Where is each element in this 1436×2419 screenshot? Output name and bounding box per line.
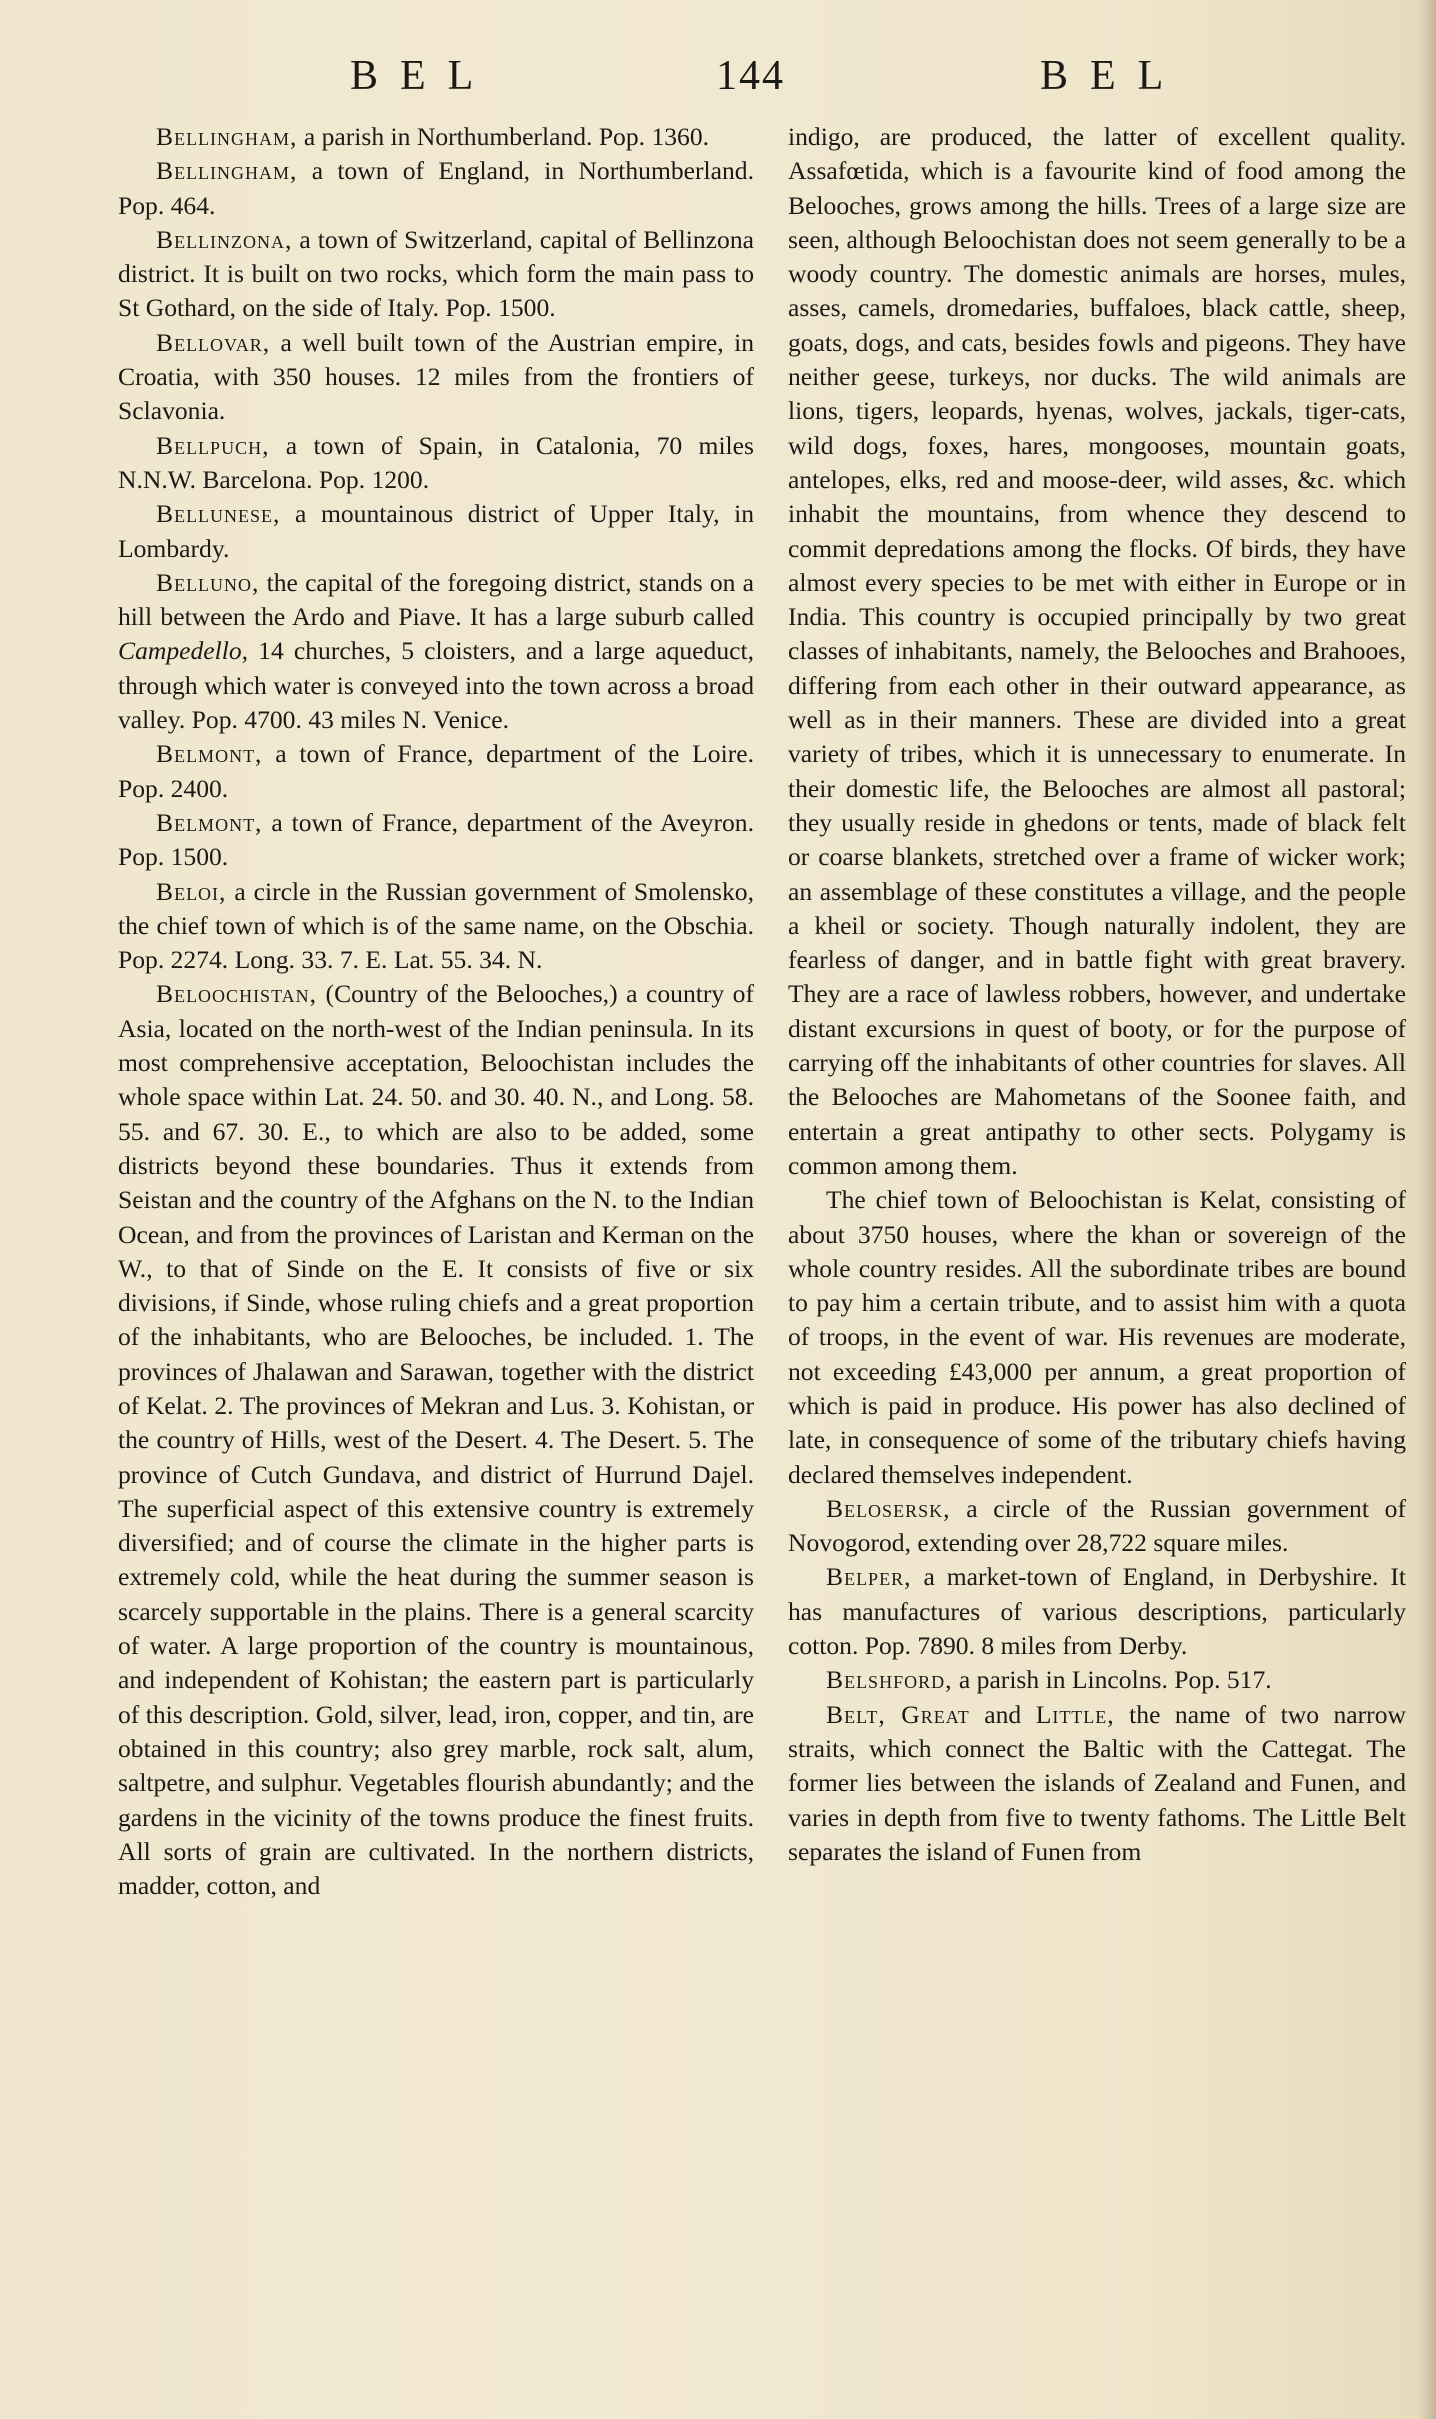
entry-belshford	[788, 1663, 1406, 1697]
entry-beloochistan	[118, 977, 754, 1903]
entry-headword: Beloochistan,	[156, 979, 318, 1009]
entry-text: a circle in the Russian government of Smolensko, the chief town of which is of the same name, on the Obschia. Pop. 2274. Long. 33. 7. E. Lat. 55. 34. N.	[118, 876, 754, 975]
entry-text: the capital of the foregoing district, stands on a hill between the Ardo and Piave. It has a large suburb called	[118, 567, 754, 632]
entry-bellpuch	[118, 429, 754, 498]
entry-text: a mountainous district of Upper Italy, in Lombardy.	[118, 499, 754, 563]
entry-bellingham-parish	[118, 120, 754, 154]
entry-text: a town of England, in Northumberland. Pop. 464.	[118, 156, 754, 220]
entry-headword: Bellpuch,	[156, 430, 270, 460]
entry-text: a parish in Lincolns. Pop. 517.	[952, 1665, 1272, 1695]
left-column	[118, 120, 754, 2400]
entry-text: indigo, are produced, the latter of excellent quality. Assafœtida, which is a favourite kind of food among the Belooches, grows among the hills. Trees of a large size are seen, although Beloochistan does not seem generally to be a woody country. The domestic animals are horses, mules, asses, camels, dromedaries, buffaloes, black cattle, sheep, goats, dogs, and cats, besides fowls and pigeons. They have neither geese, turkeys, nor ducks. The wild animals are lions, tigers, leopards, hyenas, wolves, jackals, tiger-cats, wild dogs, foxes, hares, mongooses, mountain goats, antelopes, elks, red and moose-deer, wild asses, &c. which inhabit the mountains, from whence they descend to commit depredations among the flocks. Of birds, they have almost every species to be met with either in Europe or in India. This country is occupied principally by two great classes of inhabitants, namely, the Belooches and Brahooes, differing from each other in their outward appearance, as well as in their manners. These are divided into a great variety of tribes, which it is unnecessary to enumerate. In their domestic life, the Belooches are almost all pastoral; they usually reside in ghedons or tents, made of black felt or coarse blankets, stretched over a frame of wicker work; an assemblage of these constitutes a village, and the people a kheil or society. Though naturally indolent, they are fearless of danger, and in battle fight with great bravery. They are a race of lawless robbers, however, and undertake distant excursions in quest of booty, or for the purpose of carrying off the inhabitants of other countries for slaves. All the Belooches are Mahometans of the Soonee faith, and entertain a great antipathy to other sects. Polygamy is common among them.	[788, 122, 1406, 1180]
entry-headword: Belosersk,	[826, 1493, 951, 1523]
entry-text: a town of Switzerland, capital of Bellinzona district. It is built on two rocks, which form the main pass to St Gothard, on the side of Italy. Pop. 1500.	[118, 224, 754, 323]
header-right: BEL	[1040, 53, 1186, 99]
entry-italic-text: Campedello,	[118, 636, 249, 666]
entry-headword: Belt, Great	[826, 1699, 970, 1729]
header-left: BEL	[350, 53, 496, 99]
entry-text: a town of Spain, in Catalonia, 70 miles N.N.W. Barcelona. Pop. 1200.	[118, 430, 754, 494]
entry-headword: Bellingham,	[156, 156, 298, 186]
entry-text: a town of France, department of the Aveyron. Pop. 1500.	[118, 807, 754, 872]
entry-beloochistan-kelat	[788, 1183, 1406, 1492]
entry-text-continued: 14 churches, 5 cloisters, and a large aqueduct, through which water is conveyed into the town across a broad valley. Pop. 4700. 43 miles N. Venice.	[118, 636, 754, 735]
entry-headword: Bellunese,	[156, 499, 281, 529]
entry-beloochistan-continued	[788, 120, 1406, 1183]
entry-text: The chief town of Beloochistan is Kelat, consisting of about 3750 houses, where the khan or sovereign of the whole country resides. All the subordinate tribes are bound to pay him a certain tribute, and to assist him with a quota of troops, in the event of war. His revenues are moderate, not exceeding £43,000 per annum, a great proportion of which is paid in produce. His power has also declined of late, in consequence of some of the tributary chiefs having declared themselves independent.	[788, 1185, 1406, 1489]
entry-headword-second: Little,	[1035, 1699, 1115, 1729]
entry-text: and	[969, 1699, 1036, 1729]
entry-headword: Bellinzona,	[156, 224, 293, 254]
entry-belluno	[118, 566, 754, 737]
entry-text: (Country of the Belooches,) a country of Asia, located on the north-west of the Indian peninsula. In its most comprehensive acceptation, Beloochistan includes the whole space within Lat. 24. 50. and 30. 40. N., and Long. 58. 55. and 67. 30. E., to which are also to be added, some districts beyond these boundaries. Thus it extends from Seistan and the country of the Afghans on the N. to the Indian Ocean, and from the provinces of Laristan and Kerman on the W., to that of Sinde on the E. It consists of five or six divisions, if Sinde, whose ruling chiefs and a great proportion of the inhabitants, who are Belooches, be included. 1. The provinces of Jhalawan and Sarawan, together with the district of Kelat. 2. The provinces of Mekran and Lus. 3. Kohistan, or the country of Hills, west of the Desert. 4. The Desert. 5. The province of Cutch Gundava, and district of Hurrund Dajel. The superficial aspect of this extensive country is extremely diversified; and of course the climate in the higher parts is extremely cold, while the heat during the summer season is scarcely supportable in the plains. There is a general scarcity of water. A large proportion of the country is mountainous, and independent of Kohistan; the eastern part is particularly of this description. Gold, silver, lead, iron, copper, and tin, are obtained in this country; also grey marble, rock salt, alum, saltpetre, and sulphur. Vegetables flourish abundantly; and the gardens in the vicinity of the towns produce the finest fruits. All sorts of grain are cultivated. In the northern districts, madder, cotton, and	[118, 979, 754, 1901]
entry-headword: Belluno,	[156, 567, 260, 597]
entry-text: a well built town of the Austrian empire, in Croatia, with 350 houses. 12 miles from the frontiers of Sclavonia.	[118, 327, 754, 426]
entry-headword: Belmont,	[156, 739, 263, 769]
entry-text: a parish in Northumberland. Pop. 1360.	[297, 122, 710, 151]
page-edge-shadow	[1418, 0, 1436, 2419]
right-column	[788, 120, 1406, 2400]
entry-belmont-loire	[118, 737, 754, 806]
page-number: 144	[716, 53, 785, 99]
entry-headword: Belper,	[826, 1562, 912, 1592]
entry-belper	[788, 1560, 1406, 1663]
entry-headword: Bellingham,	[156, 122, 298, 151]
entry-headword: Bellovar,	[156, 327, 271, 357]
entry-beloi	[118, 875, 754, 978]
entry-belmont-aveyron	[118, 806, 754, 875]
entry-headword: Belshford,	[826, 1665, 953, 1695]
entry-headword: Belmont,	[156, 807, 263, 837]
entry-belt	[788, 1698, 1406, 1869]
entry-text-continued: the name of two narrow straits, which connect the Baltic with the Cattegat. The former lies between the islands of Zealand and Funen, and varies in depth from five to twenty fathoms. The Little Belt separates the island of Funen from	[788, 1699, 1406, 1866]
running-header	[0, 52, 1436, 112]
entry-text: a market-town of England, in Derbyshire. It has manufactures of various descriptions, particularly cotton. Pop. 7890. 8 miles from Derby.	[788, 1562, 1406, 1661]
entry-bellingham-town	[118, 154, 754, 223]
entry-bellinzona	[118, 223, 754, 326]
entry-bellovar	[118, 326, 754, 429]
entry-belosersk	[788, 1492, 1406, 1561]
entry-bellunese	[118, 497, 754, 566]
entry-text: a town of France, department of the Loire. Pop. 2400.	[118, 739, 754, 803]
entry-headword: Beloi,	[156, 876, 227, 906]
entry-text: a circle of the Russian government of Novogorod, extending over 28,722 square miles.	[788, 1493, 1406, 1558]
